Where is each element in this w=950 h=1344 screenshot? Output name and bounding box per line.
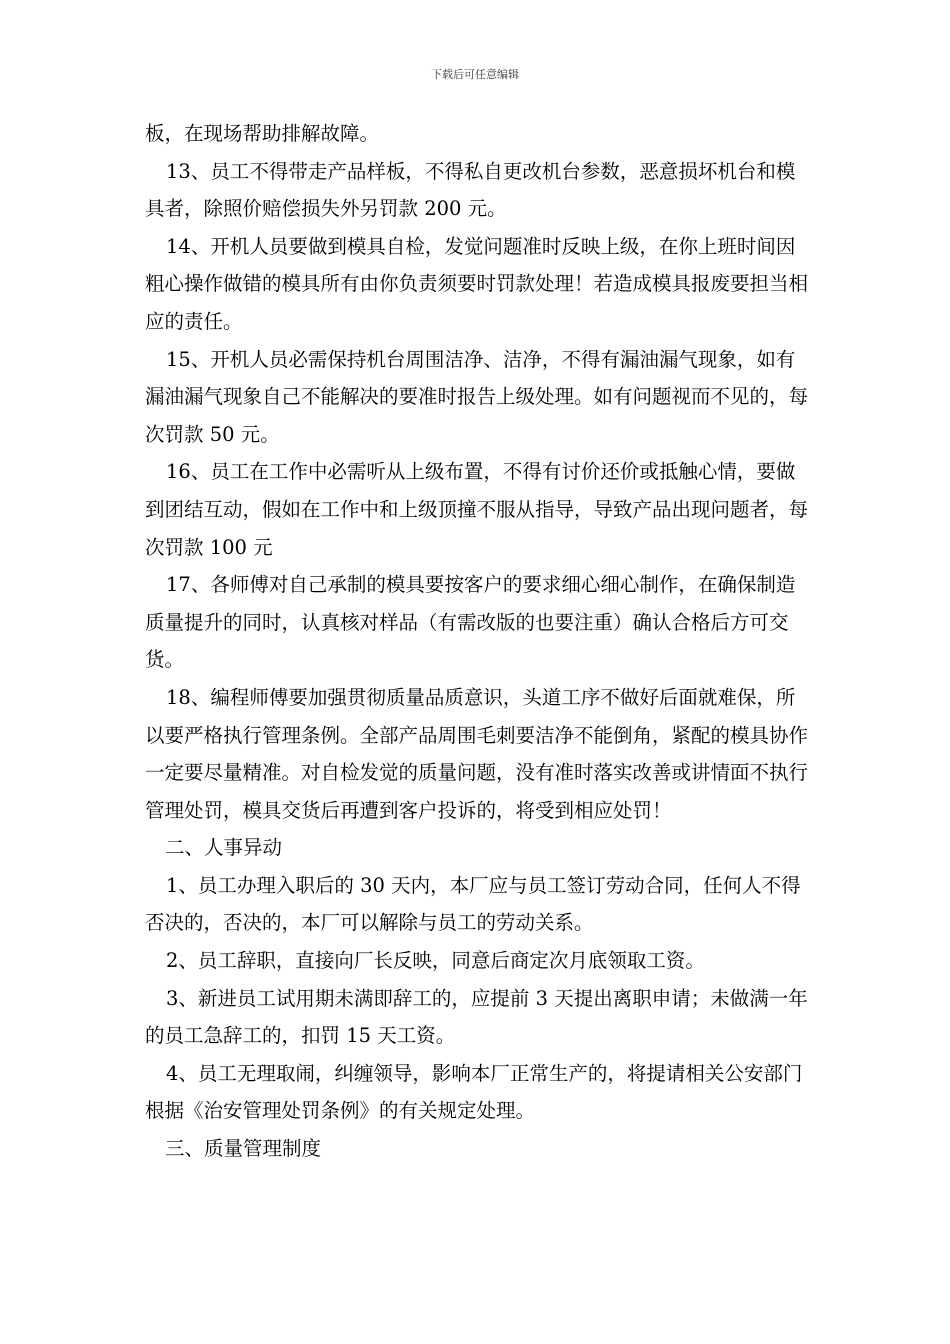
paragraph-continuation: 板，在现场帮助排解故障。 [145,122,380,145]
paragraph-item-16: 16、员工在工作中必需听从上级布置，不得有讨价还价或抵触心情，要做到团结互动，假如在工作中和上级顶撞不服从指导，导致产品出现问题者，每次罚款 100 元 [145,460,809,559]
paragraph-item-14: 14、开机人员要做到模具自检，发觉问题准时反映上级，在你上班时间因粗心操作做错的模具所有由你负责须要时罚款处理！若造成模具报废要担当相应的责任。 [145,234,809,333]
document-body [145,115,810,1168]
section-heading-personnel: 二、人事异动 [165,836,283,860]
paragraph-item-15: 15、开机人员必需保持机台周围洁净、洁净，不得有漏油漏气现象，如有漏油漏气现象自己不能解决的要准时报告上级处理。如有问题视而不见的，每次罚款 50 元。 [145,347,809,446]
paragraph-personnel-1: 1、员工办理入职后的 30 天内，本厂应与员工签订劳动合同，任何人不得否决的，否决的，本厂可以解除与员工的劳动关系。 [145,873,801,935]
paragraph-personnel-3: 3、新进员工试用期未满即辞工的，应提前 3 天提出离职申请；未做满一年的员工急辞工的，扣罚 15 天工资。 [145,986,808,1048]
section-heading-quality: 三、质量管理制度 [165,1137,322,1161]
page-header: 下载后可任意编辑 [431,68,519,81]
paragraph-item-17: 17、各师傅对自己承制的模具要按客户的要求细心细心制作，在确保制造质量提升的同时，认真核对样品（有需改版的也要注重）确认合格后方可交货。 [145,573,796,672]
paragraph-personnel-4: 4、员工无理取闹，纠缠领导，影响本厂正常生产的，将提请相关公安部门根据《治安管理处罚条例》的有关规定处理。 [145,1061,803,1123]
paragraph-personnel-2: 2、员工辞职，直接向厂长反映，同意后商定次月底领取工资。 [166,949,705,973]
paragraph-item-18: 18、编程师傅要加强贯彻质量品质意识，头道工序不做好后面就难保，所以要严格执行管理条例。全部产品周围毛刺要洁净不能倒角，紧配的模具协作一定要尽量精准。对自检发觉的质量问题，没有准时落实改善或讲情面不执行管理处罚，模具交货后再遭到客户投诉的，将受到相应处罚！ [145,685,809,822]
paragraph-item-13: 13、员工不得带走产品样板，不得私自更改机台参数，恶意损坏机台和模具者，除照价赔偿损失外另罚款 200 元。 [145,159,796,221]
